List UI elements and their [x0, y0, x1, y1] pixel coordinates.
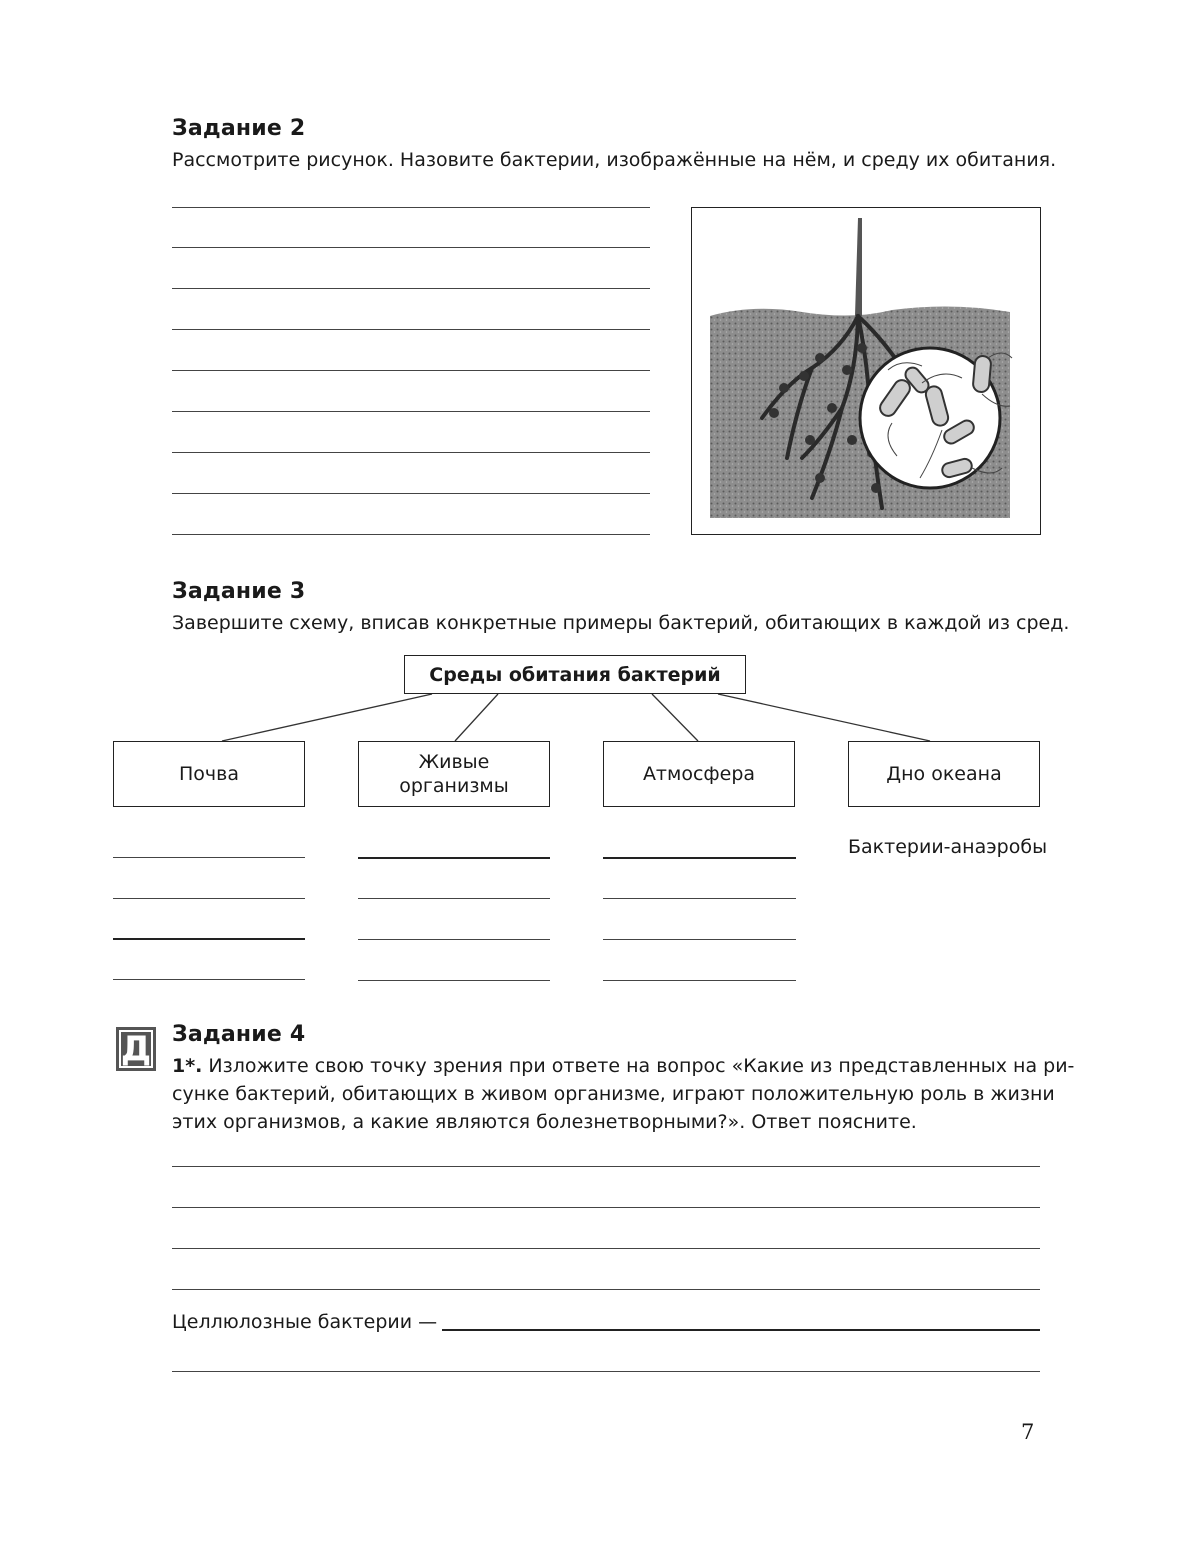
connector-line [652, 694, 698, 741]
homework-badge: Д [116, 1027, 156, 1071]
diagram-connectors [0, 0, 1200, 760]
env-box-atmosphere [603, 741, 795, 807]
task4-number: 1*. [172, 1055, 203, 1077]
answer-line[interactable] [172, 1207, 1040, 1208]
diagram-title-box: Среды обитания бактерий [404, 655, 746, 694]
task4-question [172, 1052, 1075, 1136]
env-box-living-organisms [358, 741, 550, 807]
task4-text-line3: этих организмов, а какие являются болезнетворными?». Ответ поясните. [172, 1111, 917, 1133]
answer-line[interactable] [113, 938, 305, 940]
answer-line[interactable] [603, 898, 796, 899]
env-label: Дно океана [886, 763, 1002, 785]
answer-line[interactable] [603, 857, 796, 859]
cellulose-label: Целлюлозные бактерии — [172, 1311, 438, 1333]
cellulose-answer-line[interactable] [442, 1329, 1040, 1331]
connector-line [718, 694, 930, 741]
answer-line[interactable] [113, 857, 305, 858]
connector-line [455, 694, 498, 741]
task4-text-line1: Изложите свою точку зрения при ответе на вопрос «Какие из представленных на ри- [208, 1055, 1075, 1077]
answer-line[interactable] [172, 1371, 1040, 1372]
task4-title: Задание 4 [172, 1022, 306, 1047]
task2-text: Рассмотрите рисунок. Назовите бактерии, изображённые на нём, и среду их обитания. [172, 149, 1057, 171]
env-label-line1: Живые [418, 751, 490, 773]
env-box-ocean-floor [848, 741, 1040, 807]
env-label: Атмосфера [642, 763, 756, 785]
answer-line[interactable] [358, 980, 550, 981]
answer-line[interactable] [113, 898, 305, 899]
task4-text-line2: сунке бактерий, обитающих в живом организме, играют положительную роль в жизни [172, 1083, 1055, 1105]
answer-line[interactable] [358, 939, 550, 940]
task2-title: Задание 2 [172, 116, 306, 141]
page-number: 7 [1021, 1420, 1035, 1444]
env-label-line2: организмы [399, 775, 509, 797]
answer-line[interactable] [172, 1289, 1040, 1290]
answer-line[interactable] [113, 979, 305, 980]
answer-line[interactable] [172, 1248, 1040, 1249]
connector-line [222, 694, 432, 741]
ocean-example-text: Бактерии-анаэробы [848, 836, 1048, 858]
answer-line[interactable] [172, 1166, 1040, 1167]
env-label: Почва [179, 763, 239, 785]
task3-title: Задание 3 [172, 579, 306, 604]
env-box-soil [113, 741, 305, 807]
answer-line[interactable] [603, 980, 796, 981]
task3-text: Завершите схему, вписав конкретные примеры бактерий, обитающих в каждой из сред. [172, 612, 1070, 634]
answer-line[interactable] [358, 898, 550, 899]
answer-line[interactable] [358, 857, 550, 859]
answer-line[interactable] [603, 939, 796, 940]
